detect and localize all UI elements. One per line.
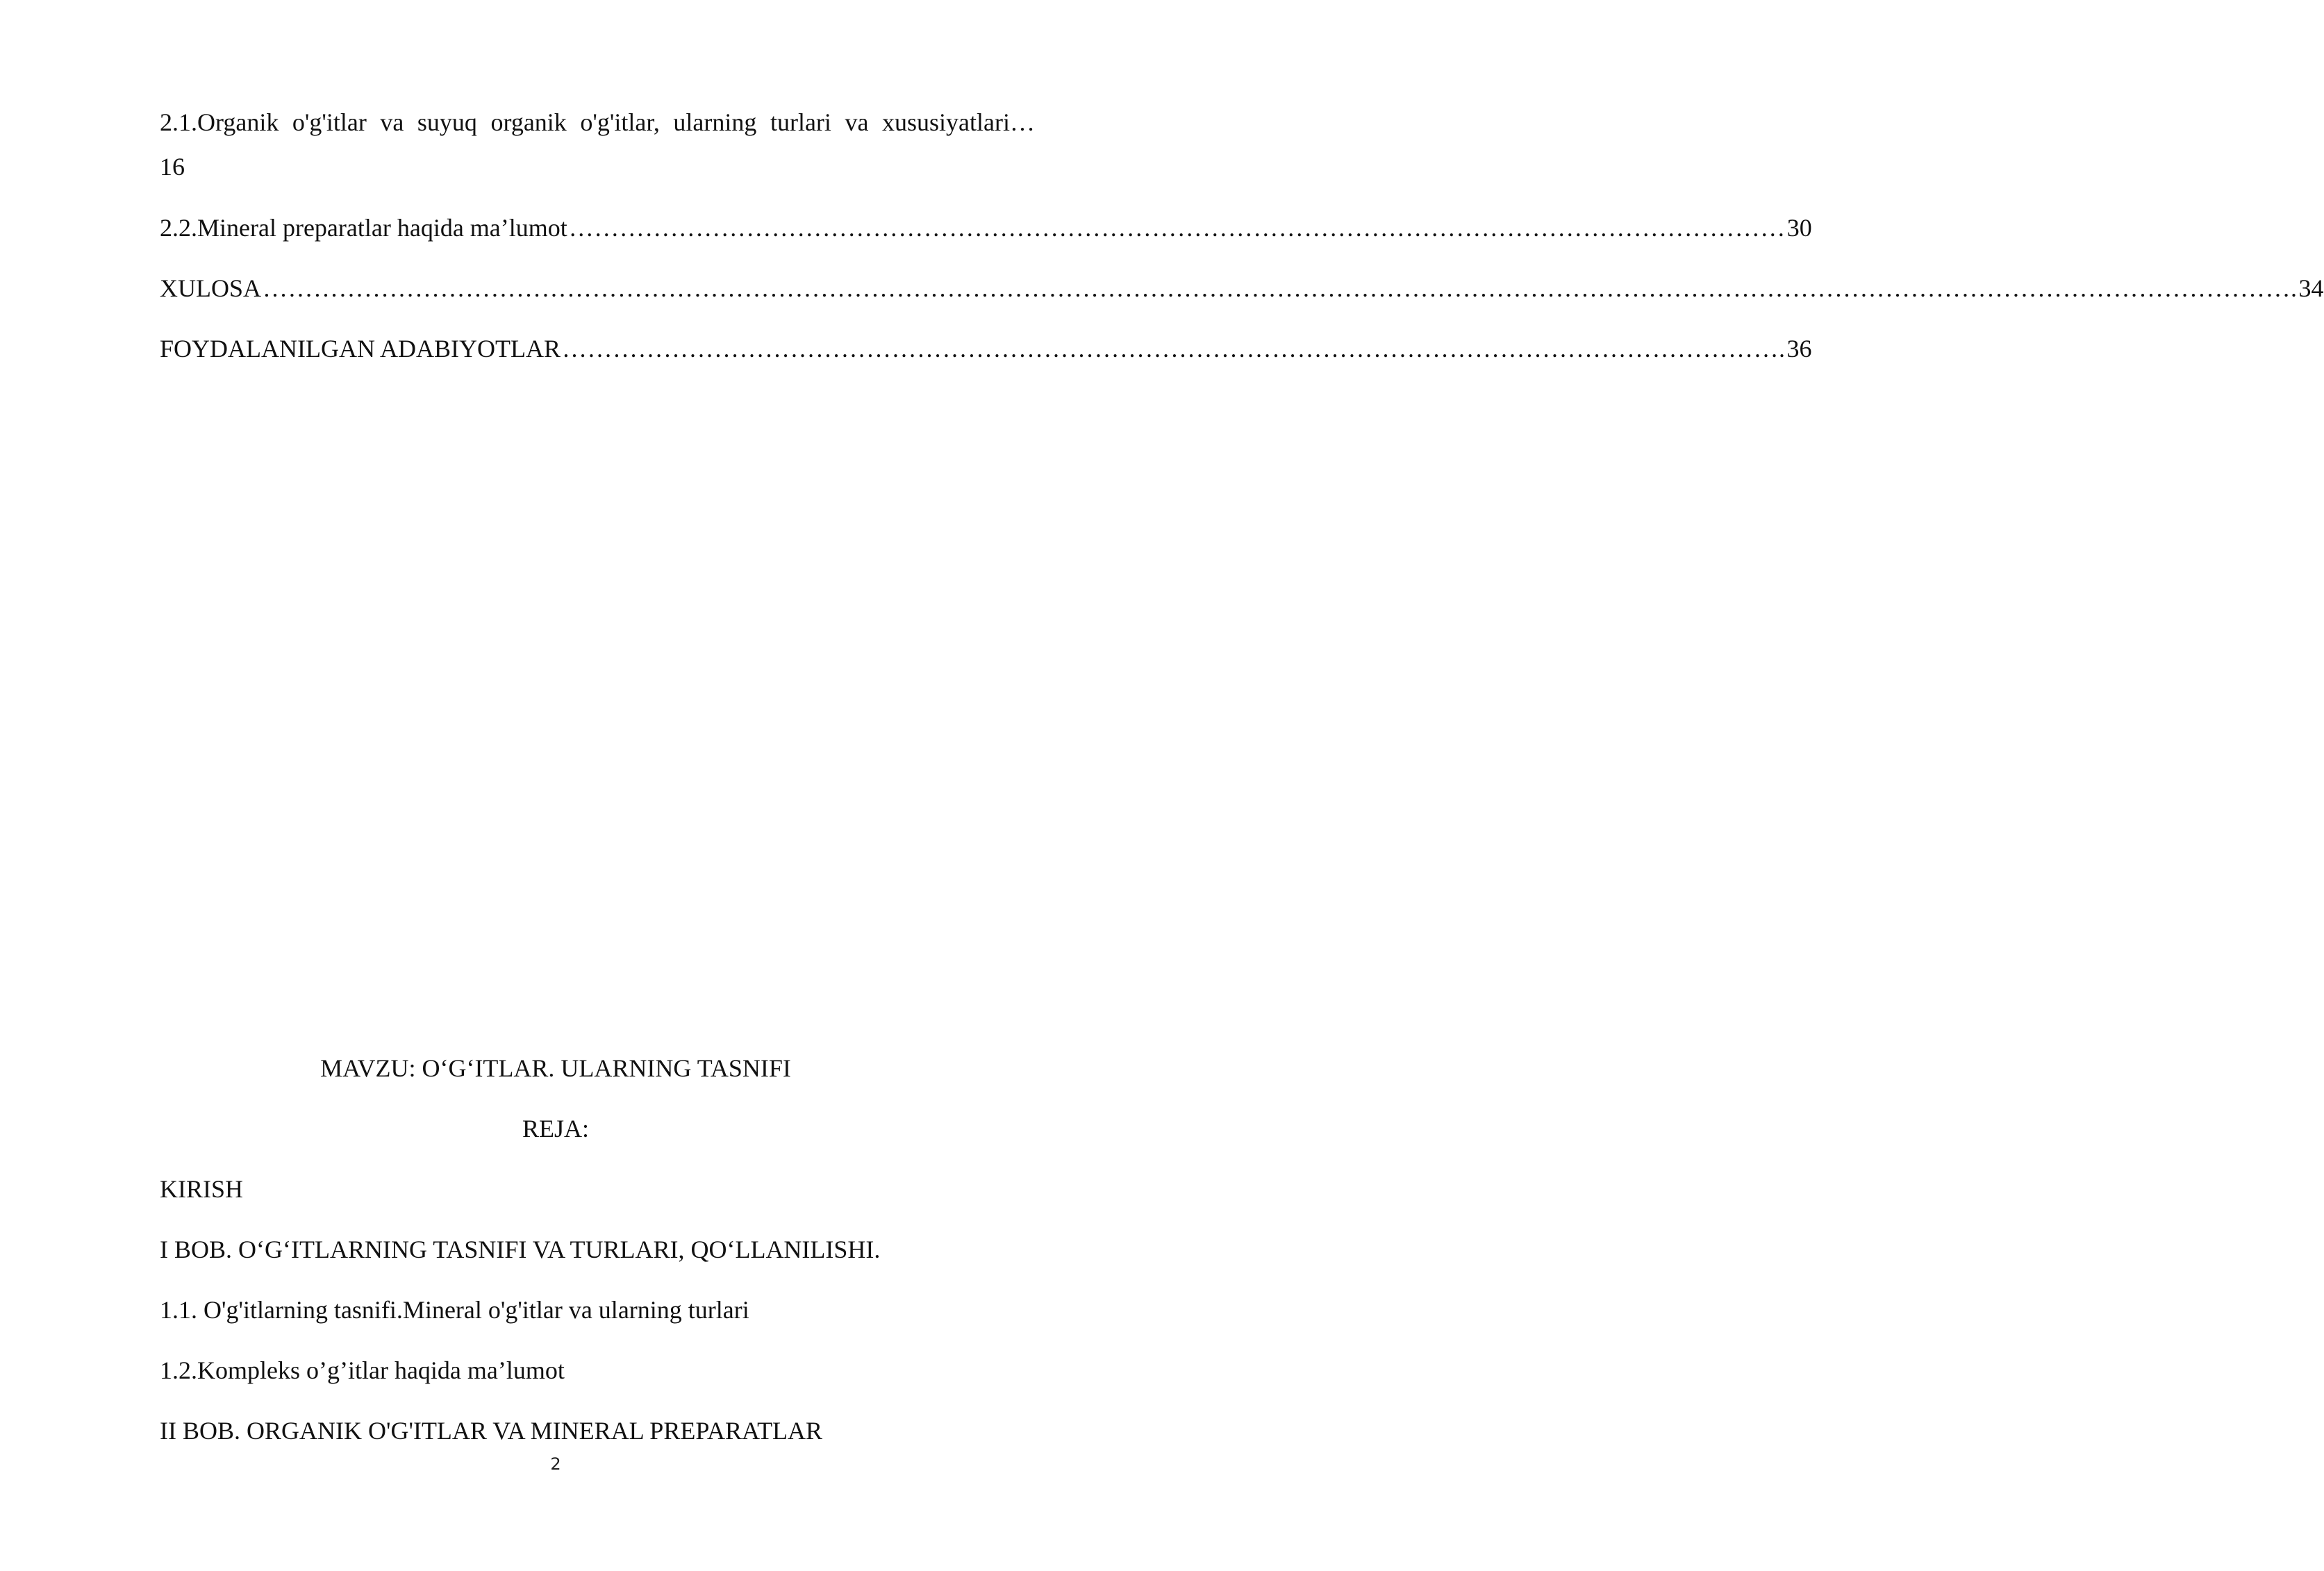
toc-entry-adabiyotlar — [160, 326, 1812, 371]
toc-entry-page: 16 — [160, 153, 185, 181]
plan-heading: REJA: — [522, 1115, 589, 1142]
plan-item-chapter-2: II BOB. ORGANIK O'G'ITLAR VA MINERAL PREPARATLAR — [160, 1417, 823, 1445]
toc-entry-page: 36 — [1786, 335, 1812, 363]
plan-item-section-1-2: 1.2.Kompleks o’g’itlar haqida ma’lumot — [160, 1356, 565, 1384]
page-number: 2 — [550, 1454, 561, 1474]
toc-entry-2-2 — [160, 206, 1812, 250]
toc-leader-dots: ………………………………………………………………………………………………………………………………. — [561, 335, 1786, 363]
toc-leader-dots: ……………………………………………………………………………………………………………………………………………………………………………………………………………………. — [263, 274, 2298, 302]
toc-entry-2-1 — [160, 100, 1035, 189]
toc-entry-page: 34 — [2298, 274, 2324, 302]
plan-item-chapter-1: I BOB. O‘G‘ITLARNING TASNIFI VA TURLARI, QO‘LLANILISHI. — [160, 1236, 881, 1263]
toc-entry-text: XULOSA — [160, 274, 262, 302]
toc-leader-dots: ……………………………………………………………………………………………………………………………… — [568, 214, 1786, 242]
toc-entry-text: 2.2.Mineral preparatlar haqida ma’lumot — [160, 214, 567, 242]
topic-title: MAVZU: O‘G‘ITLAR. ULARNING TASNIFI — [320, 1054, 791, 1082]
plan-item-section-1-1: 1.1. O'g'itlarning tasnifi.Mineral o'g'itlar va ularning turlari — [160, 1296, 749, 1324]
toc-entry-text: 2.1.Organik o'g'itlar va suyuq organik o'g'itlar, ularning turlari va xususiyatlari… — [160, 108, 1035, 136]
toc-entry-text: FOYDALANILGAN ADABIYOTLAR — [160, 335, 561, 363]
toc-entry-page: 30 — [1786, 214, 1812, 242]
plan-item-kirish: KIRISH — [160, 1175, 244, 1203]
toc-entry-xulosa — [160, 266, 2324, 310]
